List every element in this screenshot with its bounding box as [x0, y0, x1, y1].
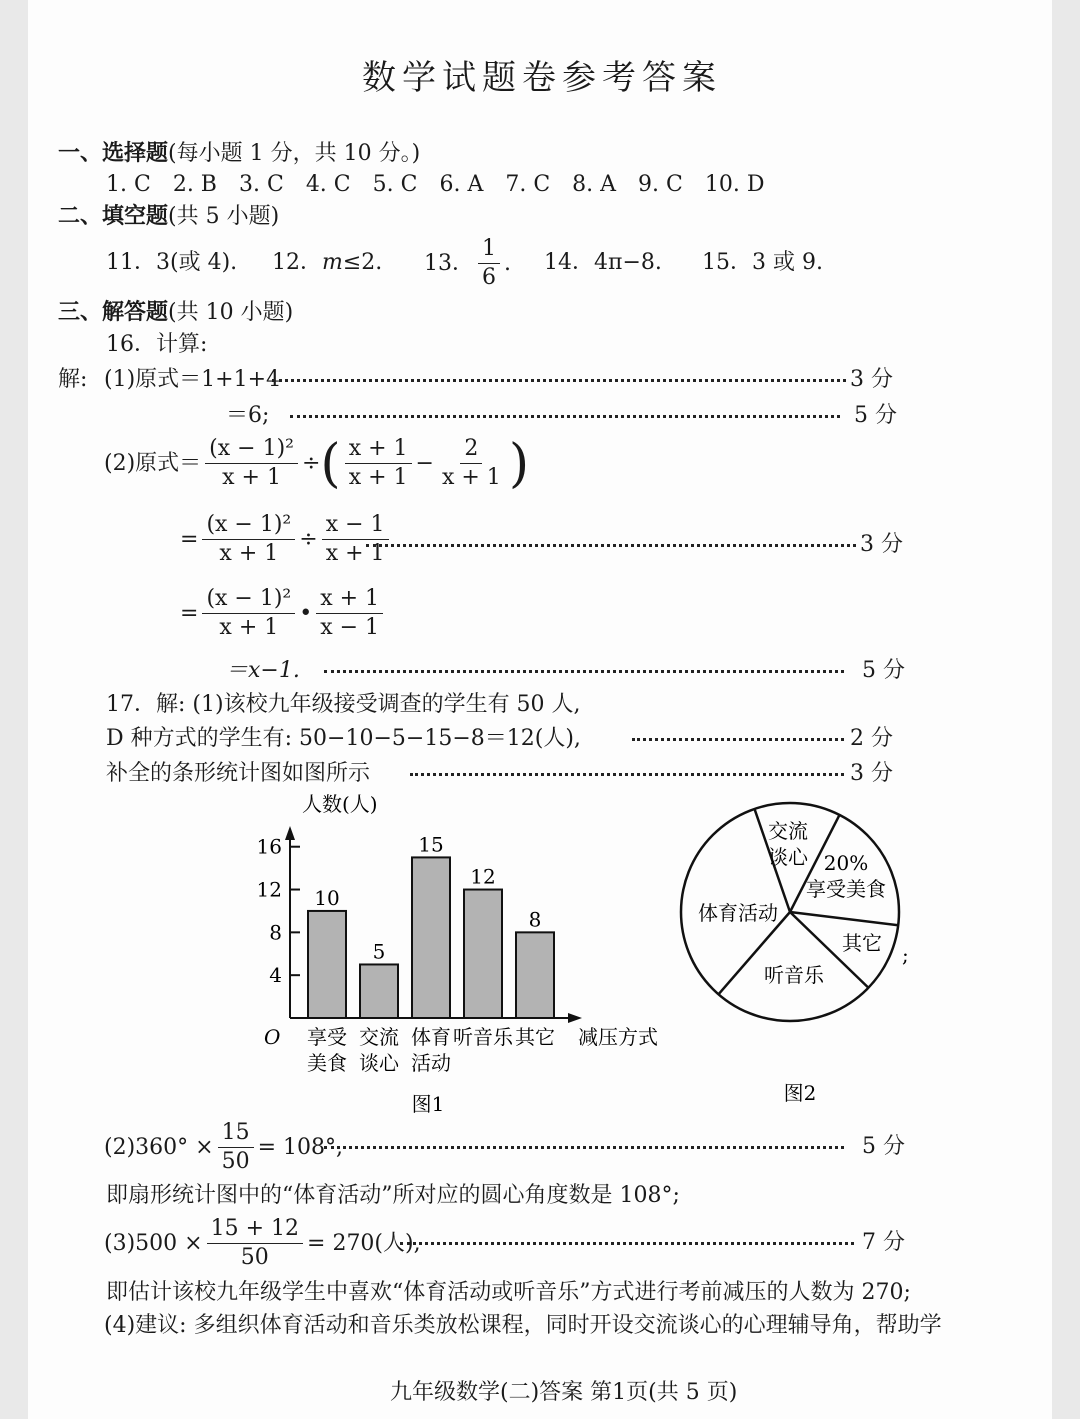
fraction-denominator: 50 [221, 1149, 250, 1174]
q16-label: 16．计算: [106, 332, 208, 357]
pie-slice-label: 其它 [842, 931, 882, 955]
score-3: 3 分 [860, 532, 903, 557]
equals-sign: = [180, 600, 199, 626]
category-label: 其它 [515, 1025, 555, 1049]
part3-suffix: = 270(人), [307, 1230, 421, 1256]
answer-11: 11．3(或 4). [106, 250, 238, 275]
divide-sign: ÷ [299, 526, 318, 552]
y-axis-arrow [285, 826, 295, 840]
equals-sign: = [180, 526, 199, 552]
q17-line3: 补全的条形统计图如图所示 [106, 761, 371, 786]
pie-slice-label: 体育活动 [698, 901, 778, 925]
choice-answer: 10. D [704, 172, 765, 197]
figure-caption: 图2 [783, 1081, 817, 1105]
part2-prefix: (2)360° × [104, 1134, 214, 1160]
bar-data-label: 8 [528, 907, 542, 932]
fraction-numerator: (x − 1)² [202, 586, 295, 614]
fraction-denominator: x + 1 [222, 465, 281, 490]
choice-answer: 1. C [106, 172, 151, 197]
bar [464, 890, 502, 1018]
fraction [207, 1216, 303, 1271]
leader-dots [272, 379, 846, 382]
choice-answer: 4. C [305, 172, 351, 197]
choice-answer: 9. C [638, 172, 683, 197]
choice-answer: 8. A [572, 172, 617, 197]
section2-heading: 二、填空题 [58, 203, 169, 229]
q16-solution-label: 解: [58, 367, 88, 392]
q17-part3-text: 即估计该校九年级学生中喜欢“体育活动或听音乐”方式进行考前减压的人数为 270; [106, 1280, 911, 1305]
bar-chart-figure1 [208, 786, 668, 1118]
part2-suffix: = 108°, [257, 1134, 344, 1160]
y-tick-label: 16 [256, 834, 282, 859]
divide-sign: ÷ [301, 450, 321, 476]
score-3: 3 分 [850, 761, 893, 786]
q16-line2: ＝6; [226, 403, 270, 428]
origin-label: O [264, 1025, 281, 1049]
pie-slice-label: 享受美食 [806, 877, 886, 901]
q17-part2 [104, 1120, 343, 1175]
y-tick-label: 4 [269, 963, 282, 988]
left-paren: ( [320, 433, 341, 494]
choice-answer: 5. C [372, 172, 418, 197]
pie-slice-label: 20% [823, 851, 869, 875]
fraction-numerator: x + 1 [316, 586, 383, 614]
section3-header [58, 299, 293, 326]
fraction [316, 586, 383, 641]
choice-answer: 3. C [238, 172, 284, 197]
fraction-numerator: 2 [460, 436, 482, 464]
category-label: 活动 [411, 1051, 451, 1075]
section2-header [58, 203, 279, 230]
y-tick-label: 12 [256, 877, 282, 902]
part2-label: (2)原式＝ [104, 450, 202, 476]
choice-answer: 7. C [505, 172, 551, 197]
fraction-numerator: (x − 1)² [205, 436, 298, 464]
answer-12-rest: ≤2. [342, 250, 383, 275]
fraction [322, 512, 389, 567]
dot-operator: • [299, 600, 313, 626]
answer-12-prefix: 12． [272, 250, 322, 275]
pie-slice-label: 谈心 [768, 845, 808, 869]
page-title: 数学试题卷参考答案 [362, 58, 722, 98]
answer-14: 14．4π−8. [544, 250, 662, 275]
part3-prefix: (3)500 × [104, 1230, 203, 1256]
fraction-denominator: x − 1 [320, 615, 380, 640]
category-label: 美食 [307, 1051, 347, 1075]
q16-step3 [180, 586, 387, 641]
category-label: 享受 [307, 1025, 347, 1049]
answer-13-suffix: . [504, 250, 511, 276]
fraction-numerator: 15 + 12 [207, 1216, 303, 1244]
answer-sheet-page [28, 0, 1052, 1419]
section1-heading: 一、选择题 [58, 140, 169, 166]
page-footer: 九年级数学(二)答案 第1页(共 5 页) [390, 1380, 738, 1405]
bar [308, 911, 346, 1018]
fraction-denominator: x + 1 [219, 615, 279, 640]
score-7: 7 分 [862, 1230, 905, 1255]
bar-data-label: 10 [314, 885, 340, 910]
leader-dots [410, 773, 844, 776]
fraction-numerator: x + 1 [345, 436, 412, 464]
bar-data-label: 15 [418, 832, 444, 857]
section3-heading: 三、解答题 [58, 299, 169, 325]
score-5: 5 分 [862, 1134, 905, 1159]
minus-sign: − [415, 450, 434, 476]
choice-answers [106, 172, 765, 198]
choice-answer: 2. B [172, 172, 217, 197]
leader-dots [632, 738, 844, 741]
figure-caption: 图1 [411, 1092, 445, 1116]
leader-dots [324, 1146, 844, 1149]
leader-dots [290, 415, 840, 418]
category-label: 交流 [359, 1025, 399, 1049]
bar-data-label: 5 [372, 939, 386, 964]
q17-part2-text: 即扇形统计图中的“体育活动”所对应的圆心角度数是 108°; [106, 1183, 680, 1208]
x-axis-arrow [568, 1013, 582, 1023]
fraction-denominator: 6 [482, 265, 496, 290]
y-axis-label: 人数(人) [302, 792, 378, 816]
score-5: 5 分 [854, 403, 897, 428]
leader-dots [366, 544, 856, 547]
bar-data-label: 12 [470, 864, 496, 889]
fraction [345, 436, 412, 491]
q16-part2-expression [104, 433, 530, 494]
fraction [218, 1120, 254, 1175]
fraction-numerator: (x − 1)² [202, 512, 295, 540]
score-2: 2 分 [850, 726, 893, 751]
section3-note: (共 10 小题) [168, 300, 294, 325]
bar [412, 857, 450, 1018]
fraction-denominator: x + 1 [441, 465, 501, 490]
fraction-numerator: 1 [478, 236, 500, 264]
q17-part3 [104, 1216, 421, 1271]
fraction [202, 512, 295, 567]
section2-note: (共 5 小题) [168, 204, 280, 229]
score-3: 3 分 [850, 367, 893, 392]
pie-slice-label: 交流 [768, 819, 808, 843]
fraction-numerator: 15 [218, 1120, 254, 1148]
section1-note: (每小题 1 分，共 10 分。) [168, 141, 421, 166]
fraction-denominator: x + 1 [348, 465, 408, 490]
fraction [202, 586, 295, 641]
right-paren: ) [508, 433, 530, 494]
q16-step2 [180, 512, 393, 567]
category-label: 谈心 [359, 1051, 399, 1075]
score-5: 5 分 [862, 658, 905, 683]
leader-dots [400, 1242, 854, 1245]
pie-slice-boundary [790, 912, 898, 925]
q16-line1: (1)原式＝1+1+4 [104, 367, 281, 392]
bar [516, 932, 554, 1018]
fraction-denominator: x + 1 [219, 541, 279, 566]
pie-chart-figure2 [640, 800, 920, 1120]
choice-answer: 6. A [439, 172, 484, 197]
answer-12-var: m [322, 250, 343, 275]
answer-15: 15．3 或 9. [702, 250, 823, 275]
q17-line1: 17．解: (1)该校九年级接受调查的学生有 50 人, [106, 692, 581, 717]
answer-13-fraction [478, 236, 500, 291]
answer-12 [272, 250, 382, 276]
section1-header [58, 140, 420, 167]
answer-13-prefix: 13． [424, 250, 474, 276]
fraction [205, 436, 298, 491]
category-label: 体育 [411, 1025, 451, 1049]
fraction-denominator: x + 1 [325, 541, 385, 566]
y-tick-label: 8 [269, 920, 282, 945]
bar [360, 964, 398, 1018]
answer-13 [424, 236, 511, 291]
category-label: 听音乐 [453, 1025, 513, 1049]
leader-dots [324, 670, 844, 673]
q17-line2: D 种方式的学生有: 50−10−5−15−8＝12(人), [106, 726, 581, 751]
x-axis-label: 减压方式 [578, 1025, 658, 1049]
pie-trailing-mark: ; [902, 943, 909, 967]
fraction-denominator: 50 [240, 1245, 269, 1270]
fraction [438, 436, 505, 491]
q17-part4-text: (4)建议: 多组织体育活动和音乐类放松课程，同时开设交流谈心的心理辅导角，帮助学 [104, 1313, 942, 1338]
pie-slice-label: 听音乐 [764, 963, 824, 987]
q16-final: ＝x−1. [226, 658, 300, 683]
fraction-numerator: x − 1 [322, 512, 389, 540]
